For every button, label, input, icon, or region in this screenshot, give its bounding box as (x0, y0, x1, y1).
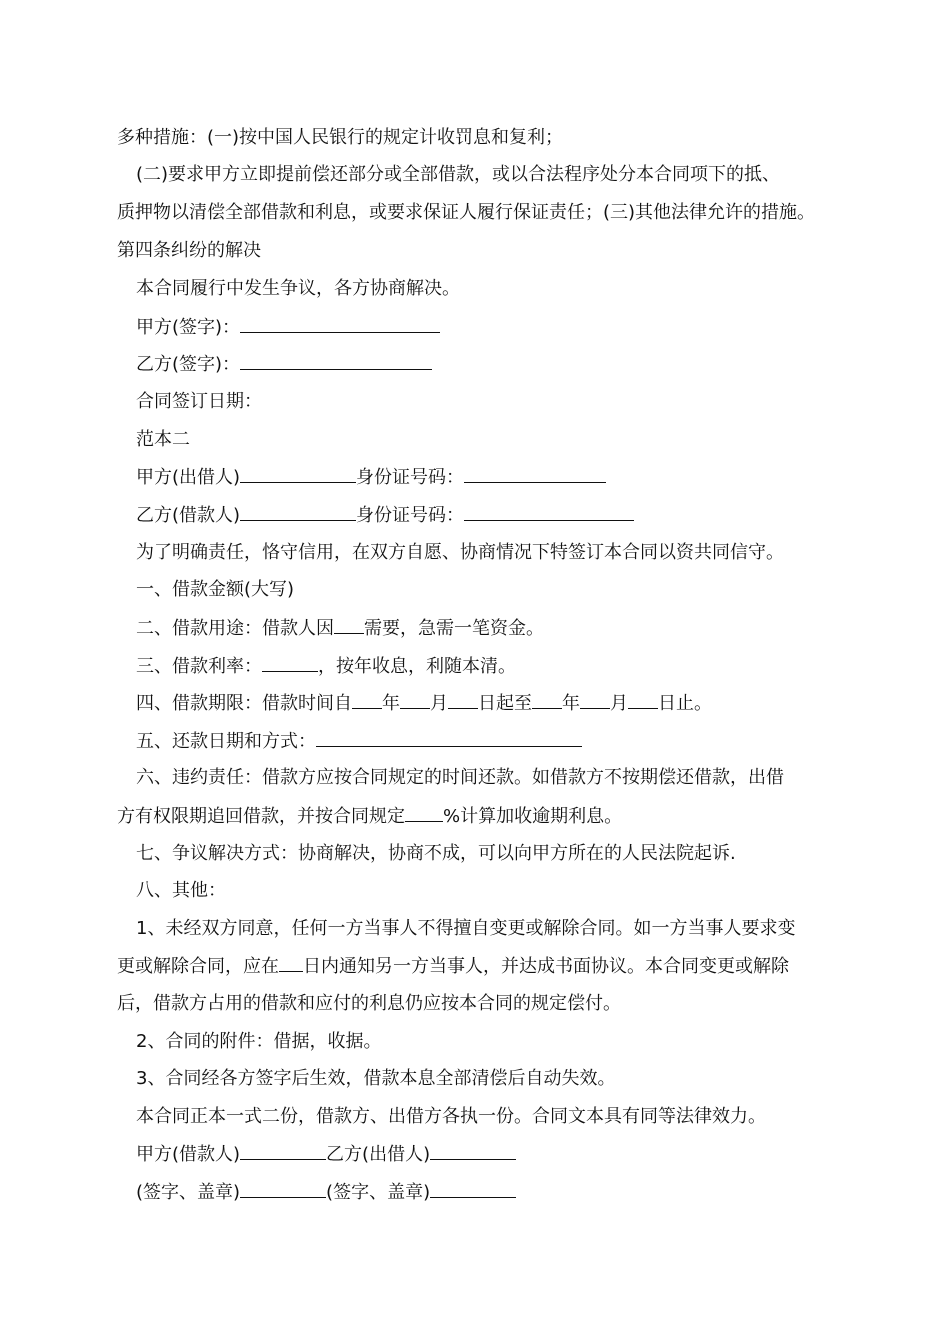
text-line (136, 162, 780, 188)
signature-line (136, 314, 440, 340)
text-line (117, 125, 563, 151)
blank-field (240, 1179, 326, 1198)
text: ，按年收息，利随本清。 (318, 656, 516, 677)
text: 身份证号码： (356, 467, 465, 488)
text-line (117, 200, 815, 226)
text: (二)要求甲方立即提前偿还部分或全部借款，或以合法程序处分本合同项下的抵、 (136, 164, 781, 185)
text: 第四条纠纷的解决 (117, 240, 261, 261)
text: 范本二 (136, 429, 190, 450)
text: 一、借款金额(大写) (136, 579, 295, 600)
text: 2、合同的附件：借据，收据。 (136, 1031, 382, 1052)
text: 多种措施：(一)按中国人民银行的规定计收罚息和复利； (117, 127, 564, 148)
text-line (136, 1066, 615, 1092)
text-line (136, 540, 784, 566)
blank-field (628, 690, 658, 709)
text-line (136, 615, 544, 641)
text: 甲方(借款人) (136, 1144, 241, 1165)
blank-field (240, 314, 440, 333)
blank-field (400, 690, 430, 709)
text: 甲方(签字)： (136, 317, 241, 338)
signature-line (136, 1141, 516, 1167)
text: 二、借款用途：借款人因 (136, 618, 334, 639)
text: 乙方(出借人) (326, 1144, 431, 1165)
signature-line (136, 1179, 516, 1205)
blank-field (334, 615, 364, 634)
text: 五、还款日期和方式： (136, 731, 316, 752)
blank-field (580, 690, 610, 709)
text: 乙方(借款人) (136, 505, 241, 526)
text: 质押物以清偿全部借款和利息，或要求保证人履行保证责任；(三)其他法律允许的措施。 (117, 202, 816, 223)
text: 乙方(签字)： (136, 354, 241, 375)
blank-field (262, 653, 318, 672)
text: 日起至 (478, 693, 532, 714)
text: 本合同履行中发生争议，各方协商解决。 (136, 278, 460, 299)
blank-field (430, 1141, 516, 1160)
blank-field (352, 690, 382, 709)
text-line (136, 577, 294, 603)
blank-field (240, 1141, 326, 1160)
blank-field (448, 690, 478, 709)
text: 后，借款方占用的借款和应付的利息仍应按本合同的规定偿付。 (117, 993, 621, 1014)
text: 方有权限期追回借款，并按合同规定 (117, 806, 405, 827)
section-heading (117, 238, 261, 264)
blank-field (279, 953, 303, 972)
text: 更或解除合同，应在 (117, 956, 279, 977)
text: 月 (610, 693, 628, 714)
text-line (136, 916, 795, 942)
section-heading (136, 427, 190, 453)
party-line (136, 502, 634, 528)
blank-field (464, 502, 634, 521)
blank-field (405, 803, 443, 822)
text: 为了明确责任，恪守信用，在双方自愿、协商情况下特签订本合同以资共同信守。 (136, 542, 784, 563)
text: 1、未经双方同意，任何一方当事人不得擅自变更或解除合同。如一方当事人要求变 (136, 918, 796, 939)
text-line (136, 878, 226, 904)
text-line (136, 690, 712, 716)
text: 年 (382, 693, 400, 714)
text: %计算加收逾期利息。 (443, 806, 623, 827)
text: 日止。 (658, 693, 712, 714)
blank-field (464, 464, 606, 483)
text: 八、其他： (136, 880, 226, 901)
blank-field (316, 728, 582, 747)
text: 身份证号码： (356, 505, 465, 526)
text-line (136, 765, 784, 791)
blank-field (240, 464, 356, 483)
blank-field (240, 502, 356, 521)
text: 月 (430, 693, 448, 714)
text: 日内通知另一方当事人，并达成书面协议。本合同变更或解除 (303, 956, 789, 977)
blank-field (532, 690, 562, 709)
text-line (136, 653, 516, 679)
text: 四、借款期限：借款时间自 (136, 693, 352, 714)
text: 年 (562, 693, 580, 714)
text-line (136, 389, 262, 415)
text: 六、违约责任：借款方应按合同规定的时间还款。如借款方不按期偿还借款，出借 (136, 767, 784, 788)
text: 3、合同经各方签字后生效，借款本息全部清偿后自动失效。 (136, 1068, 616, 1089)
text-line (117, 991, 621, 1017)
text-line (117, 953, 789, 979)
text: 需要，急需一笔资金。 (364, 618, 544, 639)
text: 甲方(出借人) (136, 467, 241, 488)
signature-line (136, 351, 432, 377)
text: 合同签订日期： (136, 391, 262, 412)
text: (签字、盖章) (326, 1182, 431, 1203)
blank-field (430, 1179, 516, 1198)
text: 三、借款利率： (136, 656, 262, 677)
text-line (136, 276, 460, 302)
text-line (136, 1029, 381, 1055)
text: 本合同正本一式二份，借款方、出借方各执一份。合同文本具有同等法律效力。 (136, 1106, 766, 1127)
text: (签字、盖章) (136, 1182, 241, 1203)
text: 七、争议解决方式：协商解决，协商不成，可以向甲方所在的人民法院起诉. (136, 843, 736, 864)
text-line (136, 728, 582, 754)
blank-field (240, 351, 432, 370)
text-line (117, 803, 622, 829)
text-line (136, 841, 736, 867)
text-line (136, 1104, 766, 1130)
party-line (136, 464, 606, 490)
